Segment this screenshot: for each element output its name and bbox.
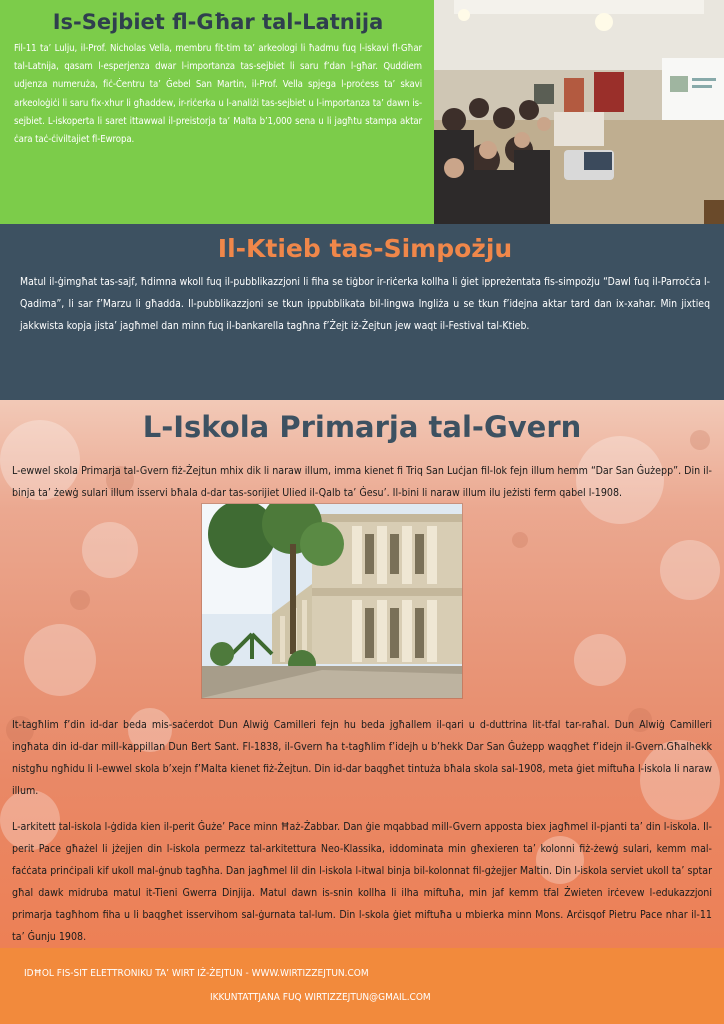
section-book [0,224,724,400]
latnija-text-panel [0,0,434,224]
latnija-body: Fil-11 ta’ Lulju, il-Prof. Nicholas Vella, membru fit-tim ta’ arkeologi li ħadmu fuq l-iskavi fl-Għar tal-Latnija, qasam l-esperjenza dwar l-importanza tas-sejbiet li saru f’dan l-għar. Quddiem udjenza numeruża, fiċ-Ċentru ta’ Ġebel San Martin, il-Prof. Vella spjega l-proċess ta’ skavi arkeoloġiċi li saru fix-xhur li għaddew, ir-riċerka u l-analiżi tas-sejbiet u l-importanza ta’ dawn is-sejbiet. L-iskoperta li saret ittawwal il-preistorja ta’ Malta b’1,000 sena u li jagħtu stampa aktar ċara taċ-ċiviltajiet fl-Ewropa. [14,43,422,146]
school-paragraph-2: It-tagħlim f’din id-dar beda mis-saċerdot Dun Alwiġ Camilleri fejn hu beda jgħallem il-qari u d-duttrina lit-tfal tar-raħal. Dun Alwiġ Camilleri ingħata din id-dar mill-kappillan Dun Bert Sant. Fl-1838, il-Gvern ħa t-tagħlim f’idejh u b’hekk Dar San Ġużepp waqgħet f’idejn il-Gvern.Għalhekk nistgħu ngħidu li l-ewwel skola b’xejn f’Malta kienet fiż-Żejtun. Din id-dar baqgħet tintuża bħala skola sal-1908, meta ġiet miftuħa l-iskola li naraw illum. [12,719,712,797]
lecture-hall-photo [434,0,724,224]
school-content [0,400,724,948]
school-paragraph-3: L-arkitett tal-iskola l-ġdida kien il-perit Ġuże’ Pace minn Ħaż-Żabbar. Dan ġie mqabbad mill-Gvern apposta biex jagħmel il-pjanti ta’ din l-iskola. Il-perit Pace għażel li jżejjen din l-iskola permezz tal-arkitettura Neo-Klassika, iddominata min għexieren ta’ kolonni fiż-żewġ sulari, kemm mal-faċċata prinċipali kif ukoll mal-ġnub tagħha. Dan jagħmel lil din l-iskola l-itwal binja bil-kolonnat fil-gżejjer Maltin. Din l-iskola serviet ukoll ta’ sptar għal dawk midruba matul it-Tieni Gwerra Dinjija. Matul dawn is-snin kollha li ilha miftuħa, min jaf kemm tfal Żwieten irċevew l-edukazzjoni primarja tagħhom fiha u li baqgħet isservihom sal-ġurnata tal-lum. Din l-skola ġiet miftuħa u mbierka minn Mons. Arċisqof Pietru Pace nhar il-11 ta’ Ġunju 1908. [12,821,712,943]
footer-website[interactable]: IDĦOL FIS-SIT ELETTRONIKU TA’ WIRT IŻ-ŻEJTUN - WWW.WIRTIZZEJTUN.COM [24,968,369,979]
section-school [0,400,724,948]
school-building-photo [202,504,462,698]
footer [0,948,724,1024]
school-title: L-Iskola Primarja tal-Gvern [142,410,582,444]
section-latnija [0,0,724,224]
latnija-title: Is-Sejbiet fl-Għar tal-Latnija [52,10,384,34]
book-title: Il-Ktieb tas-Simpożju [217,234,513,263]
school-paragraph-1: L-ewwel skola Primarja tal-Gvern fiż-Żejtun mhix dik li naraw illum, imma kienet fi Triq San Luċjan fil-lok fejn illum hemm “Dar San Ġużepp”. Din il-binja ta’ żewġ sulari illum isservi bħala d-dar tas-sorijiet Ulied il-Qalb ta’ Ġesu’. Il-bini li naraw illum ilu jeżisti ferm qabel l-1908. [12,465,712,499]
footer-email[interactable]: IKKUNTATTJANA FUQ WIRTIZZEJTUN@GMAIL.COM [210,992,431,1003]
book-body: Matul il-ġimgħat tas-sajf, ħdimna wkoll fuq il-pubblikazzjoni li fiha se tiġbor ir-riċerka kollha li ġiet ippreżentata fis-simpożju “Dawl fuq il-Parroċċa l-Qadima”, li sar f’Marzu li għadda. Il-pubblikazzjoni se tkun ippubblikata bil-lingwa Ingliża u se tkun f’idejna aktar tard dan ix-xahar. Min jixtieq jakkwista kopja jista’ jagħmel dan minn fuq il-bankarella tagħna f’Żejt iż-Żejtun jew waqt il-Festival tal-Ktieb. [20,276,710,332]
